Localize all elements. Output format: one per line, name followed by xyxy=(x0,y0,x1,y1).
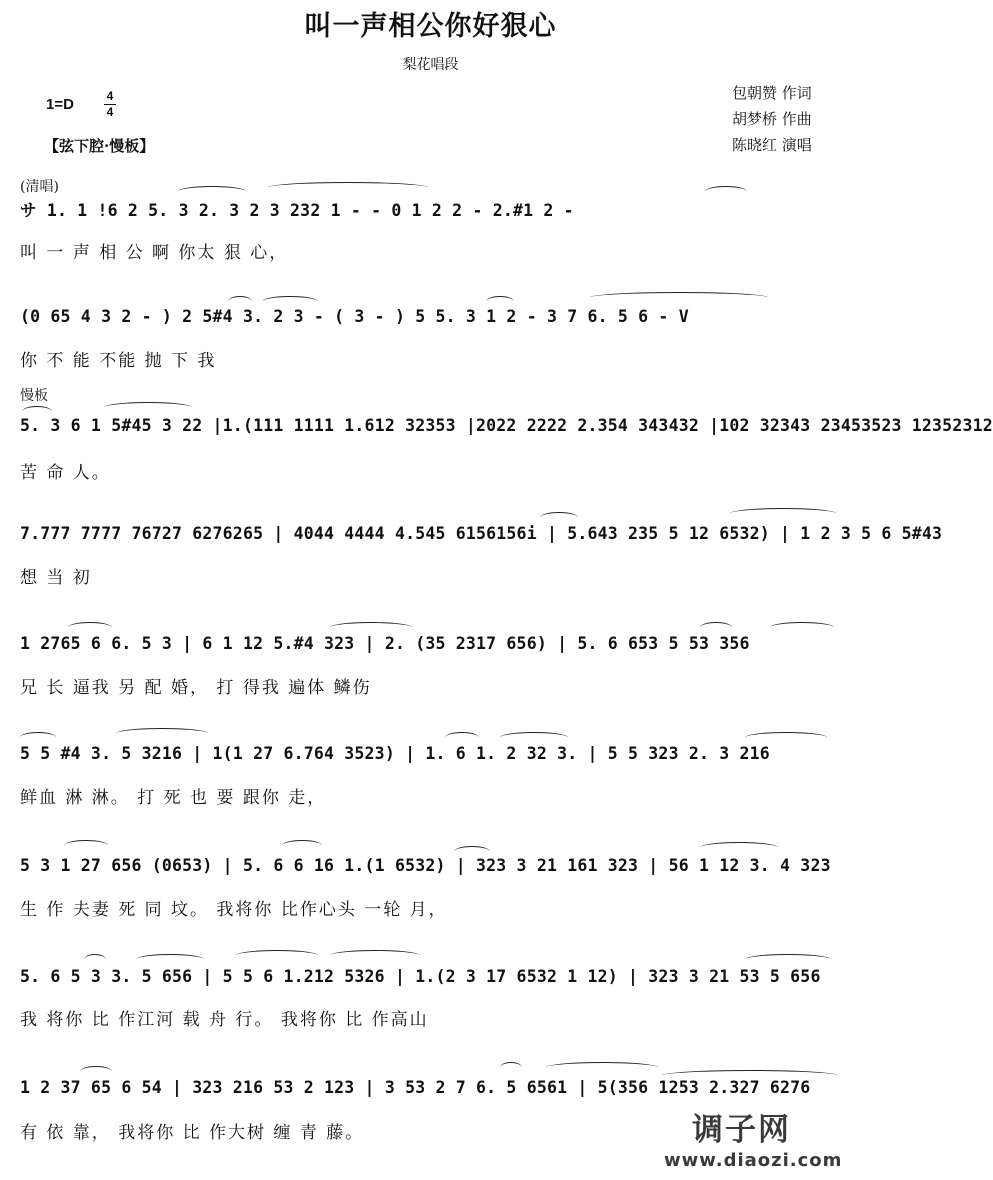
slur xyxy=(116,728,208,739)
slur xyxy=(236,950,318,961)
lyricist-credit: 包朝赞 作词 xyxy=(732,84,812,102)
lyrics-line-4: 想 当 初 xyxy=(20,568,92,588)
slur xyxy=(262,296,318,307)
score-line-3: 5. 3 6 1 5#45 3 22 |1.(111 1111 1.612 32353 |2022 2222 2.354 343432 |102 32343 23453523 12352312 xyxy=(20,416,993,435)
slur xyxy=(178,186,246,197)
slur xyxy=(68,622,112,633)
slur xyxy=(590,292,768,303)
slur xyxy=(22,406,52,417)
lyrics-line-9: 有 依 靠， 我将你 比 作大树 缠 青 藤。 xyxy=(20,1123,365,1143)
slur xyxy=(228,296,252,307)
slur xyxy=(64,840,108,851)
slur xyxy=(80,1066,112,1077)
score-line-5: 1 2765 6 6. 5 3 | 6 1 12 5.#4 323 | 2. (35 2317 656) | 5. 6 653 5 53 356 xyxy=(20,634,750,653)
lyrics-line-5: 兄 长 逼我 另 配 婚， 打 得我 遍体 鳞伤 xyxy=(20,678,372,698)
slur xyxy=(730,508,836,519)
singer-credit: 陈晓红 演唱 xyxy=(732,136,812,154)
score-line-2: (0 65 4 3 2 - ) 2 5#4 3. 2 3 - ( 3 - ) 5 5. 3 1 2 - 3 7 6. 5 6 - V xyxy=(20,307,689,326)
slur xyxy=(330,622,412,633)
watermark-url: www.diaozi.com xyxy=(664,1150,843,1171)
song-title: 叫一声相公你好狠心 xyxy=(304,11,557,42)
slur xyxy=(770,622,834,633)
lyrics-line-3: 苦 命 人。 xyxy=(20,463,111,483)
slur xyxy=(700,842,778,853)
lyrics-line-1: 叫 一 声 相 公 啊 你太 狠 心， xyxy=(20,243,289,263)
time-bottom: 4 xyxy=(106,105,114,119)
slur xyxy=(268,182,428,193)
score-line-6: 5 5 #4 3. 5 3216 | 1(1 27 6.764 3523) | 1. 6 1. 2 32 3. | 5 5 323 2. 3 216 xyxy=(20,744,770,763)
slur xyxy=(662,1070,838,1081)
slur xyxy=(500,1062,522,1073)
key-signature: 1=D xyxy=(46,96,74,113)
slur xyxy=(486,296,514,307)
score-line-9: 1 2 37 65 6 54 | 323 216 53 2 123 | 3 53 2 7 6. 5 6561 | 5(356 1253 2.327 6276 xyxy=(20,1078,811,1097)
slur xyxy=(705,186,747,197)
tempo-marking: 慢板 xyxy=(20,388,48,404)
lyrics-line-6: 鲜血 淋 淋。 打 死 也 要 跟你 走， xyxy=(20,788,327,808)
slur xyxy=(104,402,192,413)
lyrics-line-7: 生 作 夫妻 死 同 坟。 我将你 比作心头 一轮 月， xyxy=(20,900,448,920)
composer-credit: 胡梦桥 作曲 xyxy=(732,110,812,128)
score-line-8: 5. 6 5 3 3. 5 656 | 5 5 6 1.212 5326 | 1.(2 3 17 6532 1 12) | 323 3 21 53 5 656 xyxy=(20,967,821,986)
song-subtitle: 梨花唱段 xyxy=(402,57,459,73)
slur xyxy=(700,622,732,633)
slur xyxy=(546,1062,658,1073)
slur xyxy=(282,840,322,851)
time-top: 4 xyxy=(106,89,114,103)
score-line-1: サ 1. 1 !6 2 5. 3 2. 3 2 3 232 1 - - 0 1 2 2 - 2.#1 2 - xyxy=(20,201,574,220)
score-line-7: 5 3 1 27 656 (0653) | 5. 6 6 16 1.(1 6532) | 323 3 21 161 323 | 56 1 12 3. 4 323 xyxy=(20,856,831,875)
slur xyxy=(136,954,204,965)
slur xyxy=(540,512,578,523)
slur xyxy=(454,846,490,857)
score-line-4: 7.777 7777 76727 6276265 | 4044 4444 4.545 6156156i | 5.643 235 5 12 6532) | 1 2 3 5 6 5#43 xyxy=(20,524,943,543)
lyrics-line-8: 我 将你 比 作江河 载 舟 行。 我将你 比 作高山 xyxy=(20,1010,429,1030)
watermark-brand: 调子网 xyxy=(692,1112,791,1148)
slur xyxy=(330,950,420,961)
time-signature xyxy=(104,90,116,119)
mode-label: 【弦下腔·慢板】 xyxy=(44,137,155,155)
slur xyxy=(445,732,479,743)
slur xyxy=(20,732,56,743)
slur xyxy=(745,954,831,965)
lyrics-line-2: 你 不 能 不能 抛 下 我 xyxy=(20,351,217,371)
slur xyxy=(745,732,827,743)
slur xyxy=(500,732,568,743)
slur xyxy=(84,954,106,965)
free-singing-mark: (清唱) xyxy=(20,179,59,195)
